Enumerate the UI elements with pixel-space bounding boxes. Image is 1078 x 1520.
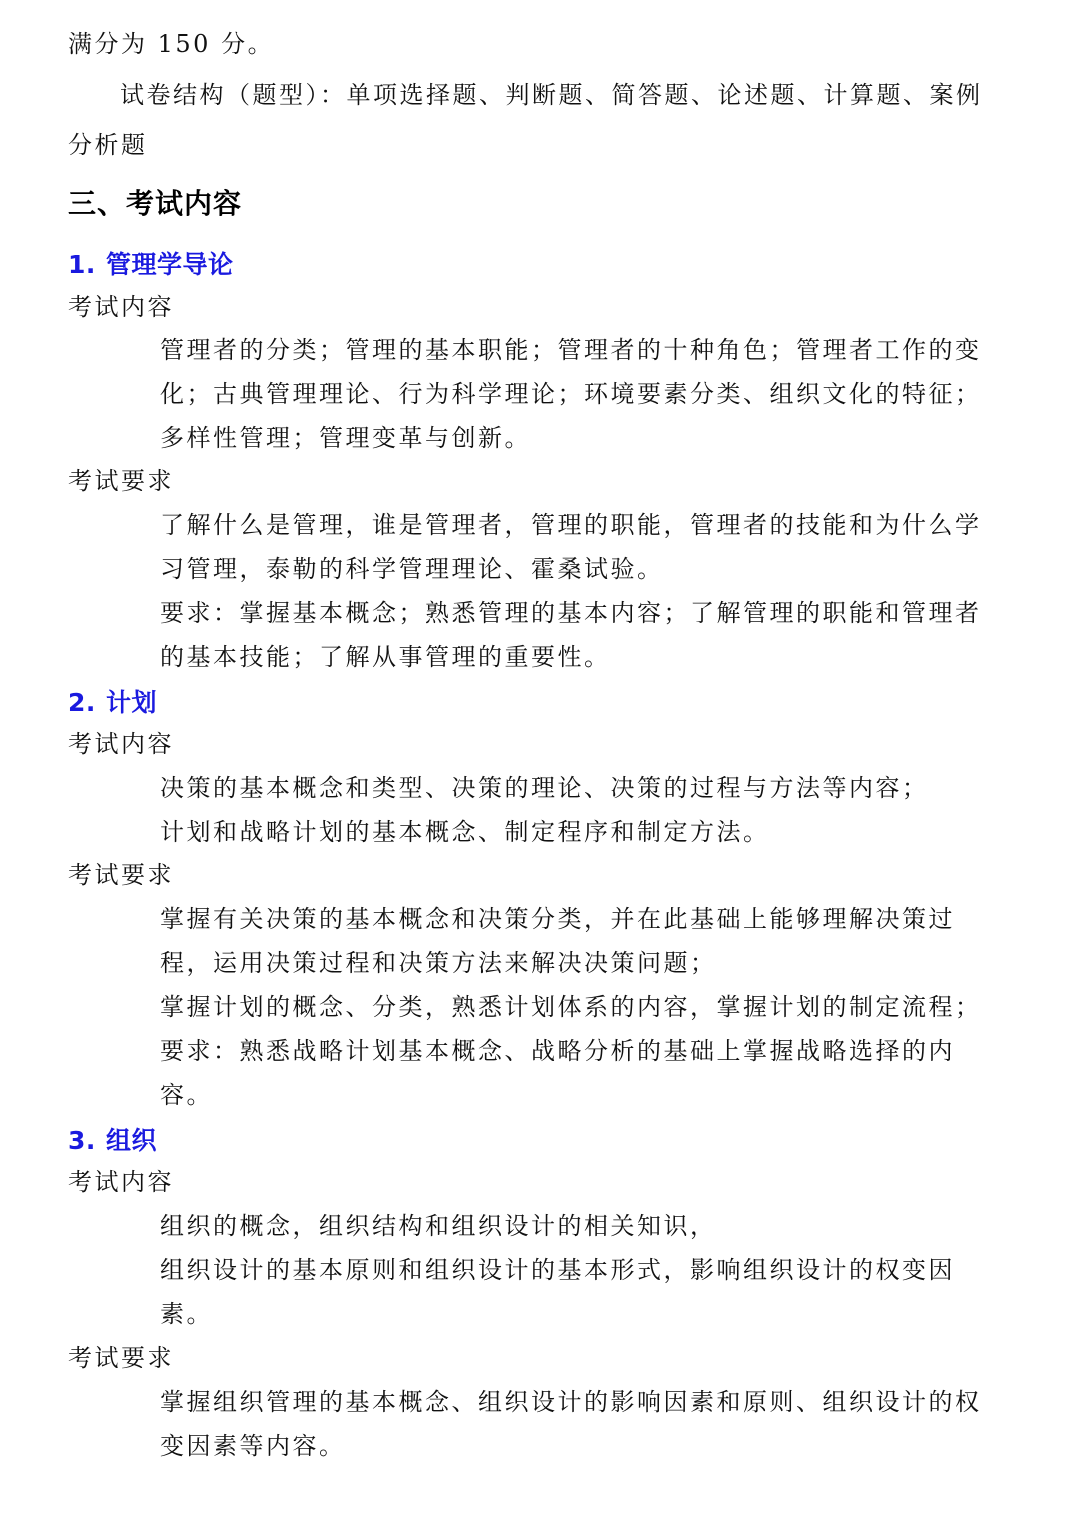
subsection-title: 组织: [106, 1126, 158, 1155]
subsection-heading: [68, 1126, 157, 1156]
requirement-line: 掌握计划的概念、分类，熟悉计划体系的内容，掌握计划的制定流程；: [160, 993, 982, 1021]
requirement-line: 的基本技能；了解从事管理的重要性。: [160, 643, 611, 671]
structure-line-continued: 分析题: [68, 131, 148, 159]
content-line: 化；古典管理理论、行为科学理论；环境要素分类、组织文化的特征；: [160, 380, 982, 408]
subsection-heading: [68, 688, 157, 718]
content-label: 考试内容: [68, 730, 174, 758]
requirement-line: 程，运用决策过程和决策方法来解决决策问题；: [160, 949, 717, 977]
requirement-line: 要求：熟悉战略计划基本概念、战略分析的基础上掌握战略选择的内: [160, 1037, 955, 1065]
content-label: 考试内容: [68, 1168, 174, 1196]
requirement-label: 考试要求: [68, 467, 174, 495]
score-line: 满分为 150 分。: [68, 30, 275, 58]
content-line: 决策的基本概念和类型、决策的理论、决策的过程与方法等内容；: [160, 774, 929, 802]
requirement-line: 掌握组织管理的基本概念、组织设计的影响因素和原则、组织设计的权: [160, 1388, 982, 1416]
subsection-heading: [68, 250, 234, 280]
content-line: 组织的概念，组织结构和组织设计的相关知识，: [160, 1212, 717, 1240]
section-heading: 三、考试内容: [68, 187, 243, 220]
requirement-line: 变因素等内容。: [160, 1432, 346, 1460]
content-line: 素。: [160, 1300, 213, 1328]
subsection-number: 3.: [68, 1126, 96, 1155]
content-line: 多样性管理；管理变革与创新。: [160, 424, 531, 452]
requirement-line: 了解什么是管理，谁是管理者，管理的职能，管理者的技能和为什么学: [160, 511, 982, 539]
content-label: 考试内容: [68, 293, 174, 321]
structure-line: 试卷结构（题型）：单项选择题、判断题、简答题、论述题、计算题、案例: [120, 81, 983, 109]
content-line: 计划和战略计划的基本概念、制定程序和制定方法。: [160, 818, 770, 846]
requirement-label: 考试要求: [68, 1344, 174, 1372]
subsection-title: 计划: [106, 688, 158, 717]
requirement-line: 掌握有关决策的基本概念和决策分类，并在此基础上能够理解决策过: [160, 905, 955, 933]
requirement-label: 考试要求: [68, 861, 174, 889]
requirement-line: 容。: [160, 1081, 213, 1109]
subsection-number: 1.: [68, 250, 96, 279]
subsection-title: 管理学导论: [106, 250, 234, 279]
subsection-number: 2.: [68, 688, 96, 717]
requirement-line: 习管理，泰勒的科学管理理论、霍桑试验。: [160, 555, 664, 583]
content-line: 组织设计的基本原则和组织设计的基本形式，影响组织设计的权变因: [160, 1256, 955, 1284]
content-line: 管理者的分类；管理的基本职能；管理者的十种角色；管理者工作的变: [160, 336, 982, 364]
requirement-line: 要求：掌握基本概念；熟悉管理的基本内容；了解管理的职能和管理者: [160, 599, 982, 627]
